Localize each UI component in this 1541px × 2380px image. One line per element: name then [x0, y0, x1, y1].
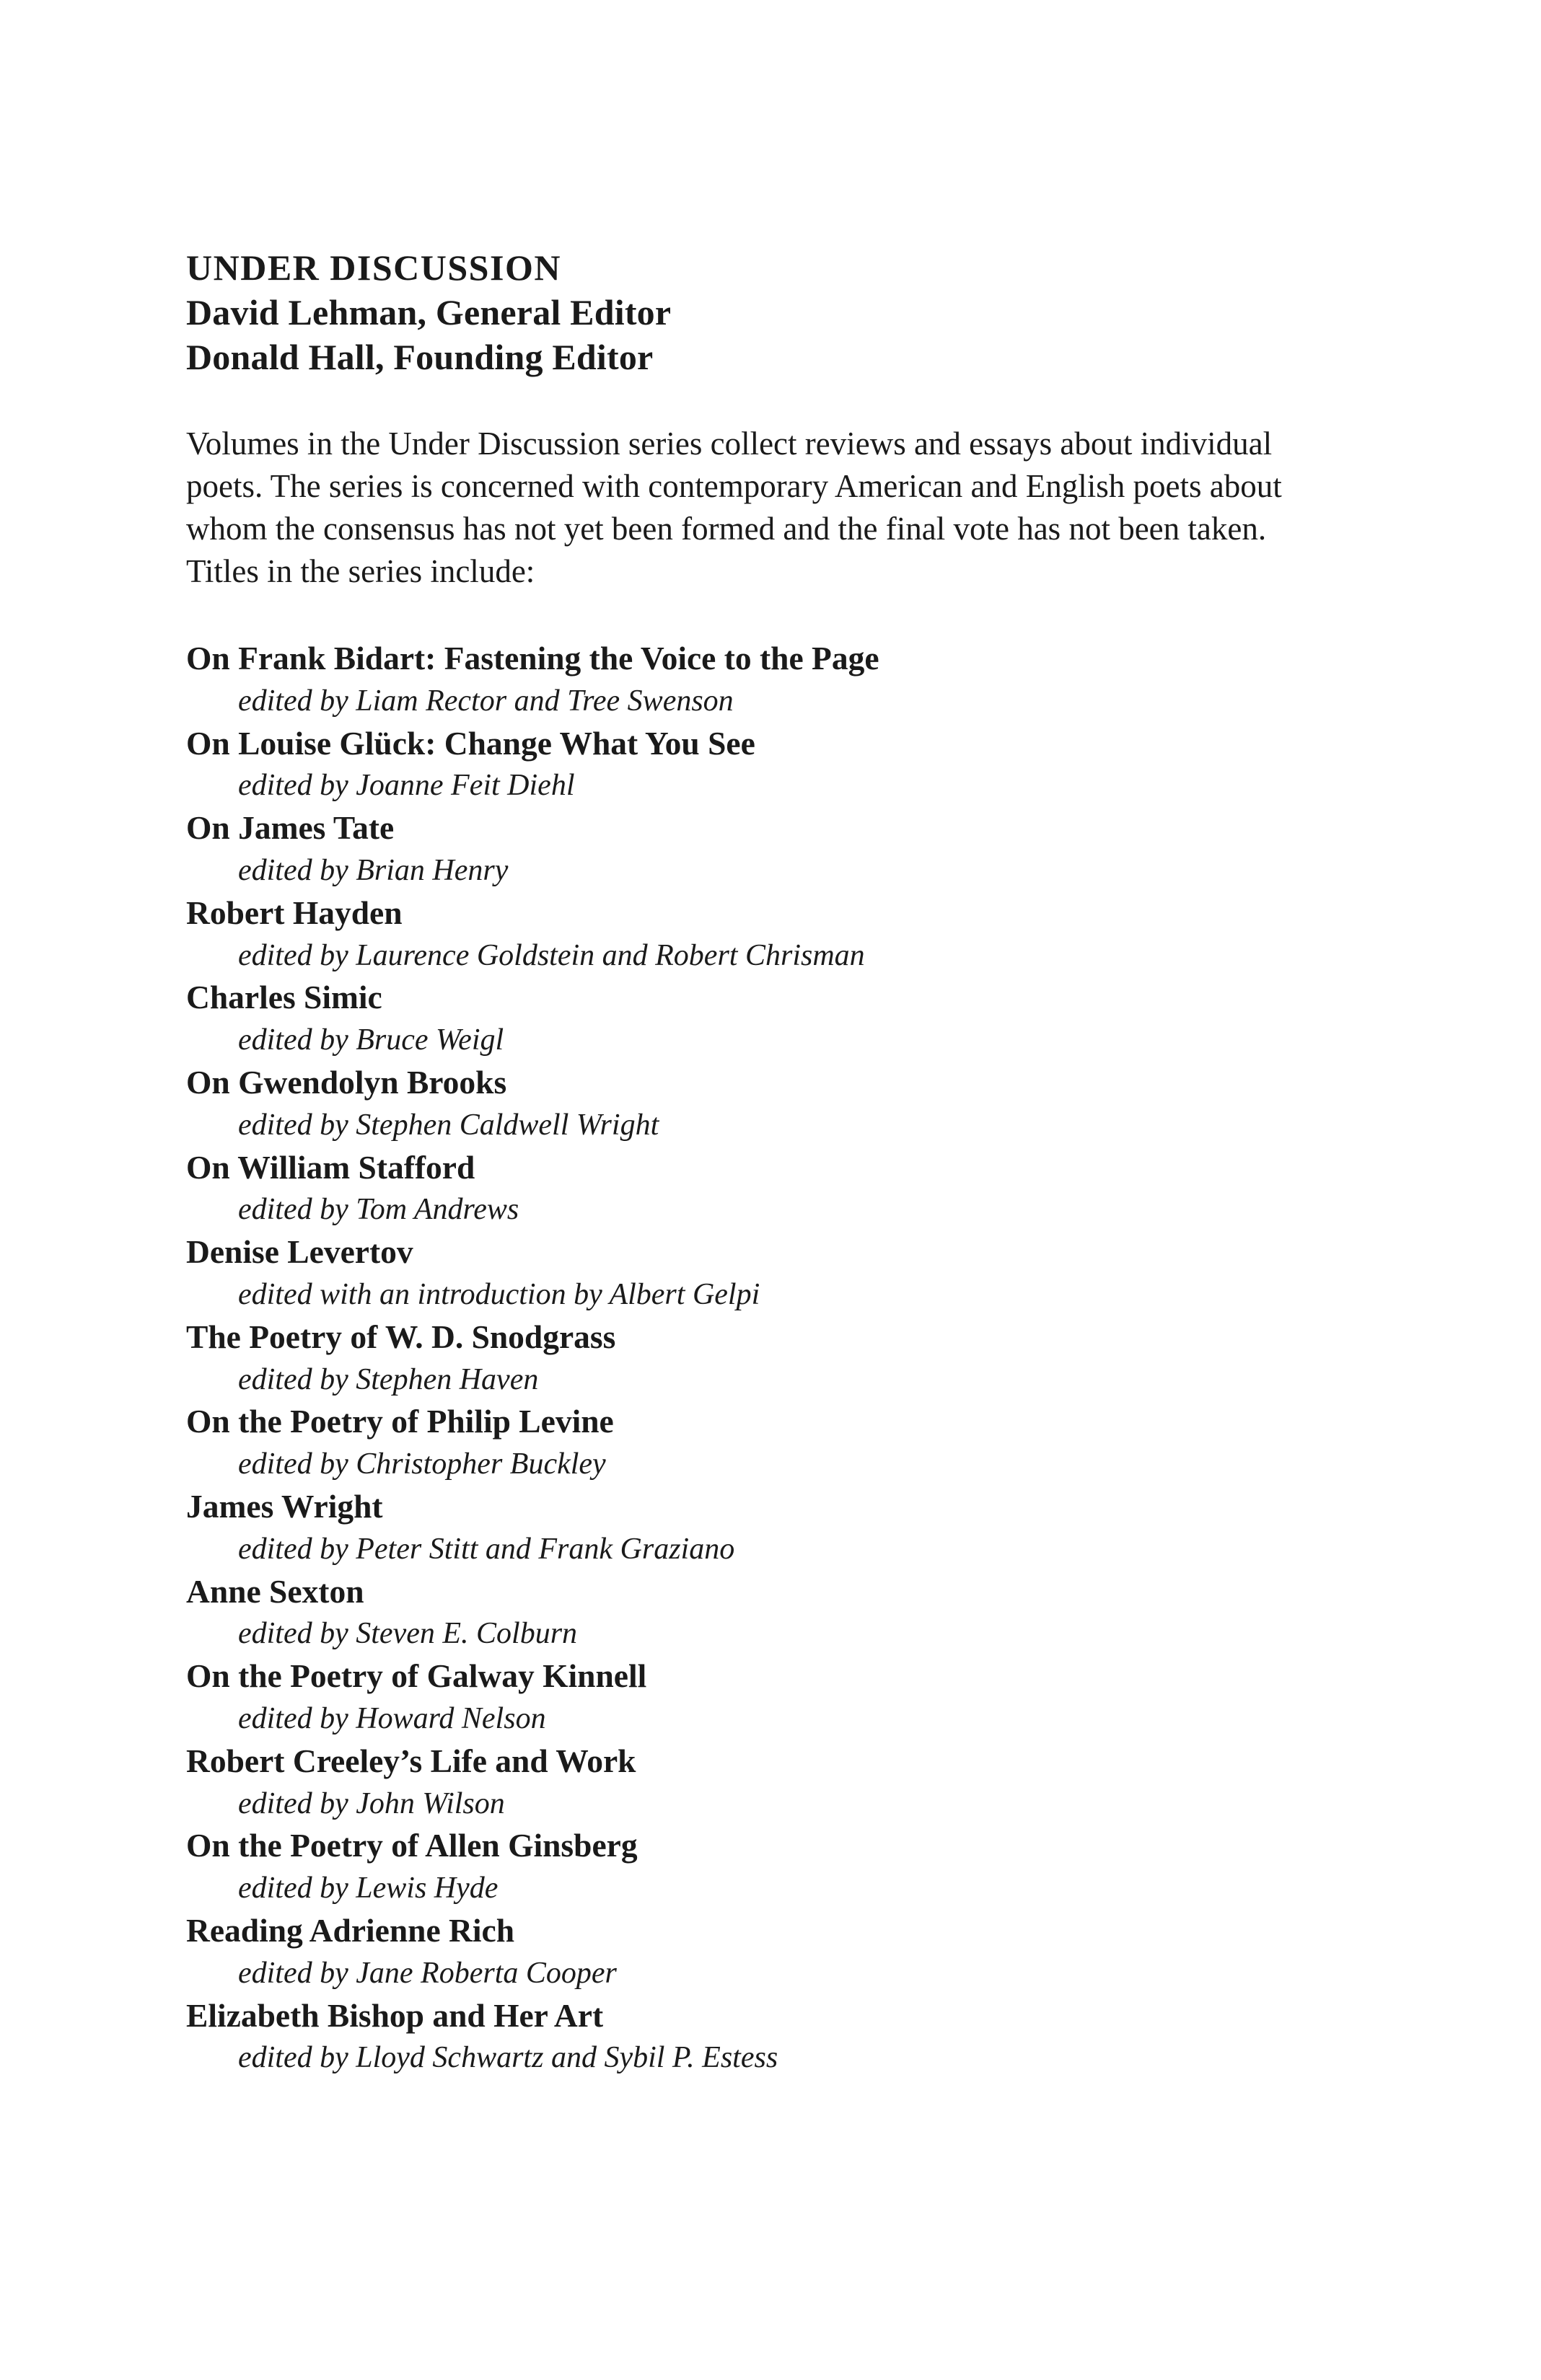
book-editor: edited by Lewis Hyde: [238, 1872, 499, 1905]
founding-editor: Donald Hall, Founding Editor: [186, 337, 654, 377]
series-description: Volumes in the Under Discussion series collect reviews and essays about individual poets. The series is concerned with contemporary American and English poets about whom the consensus has not yet been formed and the final vote has not been taken. Titles in the series include:: [186, 426, 1282, 589]
book-title: On the Poetry of Philip Levine: [186, 1403, 614, 1440]
book-editor: edited with an introduction by Albert Gelpi: [238, 1277, 760, 1311]
book-title: Reading Adrienne Rich: [186, 1911, 515, 1949]
book-title: On Louise Glück: Change What You See: [186, 724, 755, 762]
book-editor: edited by Liam Rector and Tree Swenson: [238, 684, 734, 718]
book-title: Elizabeth Bishop and Her Art: [186, 1996, 604, 2034]
book-title: Anne Sexton: [186, 1572, 364, 1610]
book-editor: edited by Brian Henry: [238, 853, 509, 887]
general-editor: David Lehman, General Editor: [186, 292, 672, 332]
book-editor: edited by John Wilson: [238, 1786, 505, 1820]
book-editor: edited by Stephen Caldwell Wright: [238, 1108, 659, 1142]
book-entry: [186, 1740, 1369, 1825]
book-entry: [186, 1486, 1369, 1571]
book-entry: [186, 1910, 1369, 1995]
book-title: On Gwendolyn Brooks: [186, 1063, 507, 1101]
book-editor: edited by Stephen Haven: [238, 1362, 539, 1396]
book-title: Charles Simic: [186, 979, 382, 1016]
book-title: On William Stafford: [186, 1148, 475, 1186]
book-editor: edited by Laurence Goldstein and Robert Chrisman: [238, 938, 865, 972]
book-editor: edited by Lloyd Schwartz and Sybil P. Estess: [238, 2041, 778, 2075]
book-entry: [186, 1231, 1369, 1316]
book-entry: [186, 977, 1369, 1062]
book-title: On the Poetry of Galway Kinnell: [186, 1657, 647, 1695]
book-entry: [186, 1571, 1369, 1656]
book-editor: edited by Joanne Feit Diehl: [238, 769, 575, 803]
book-title: Robert Hayden: [186, 894, 403, 931]
book-title: James Wright: [186, 1487, 383, 1525]
book-editor: edited by Steven E. Colburn: [238, 1617, 578, 1651]
book-entry: [186, 1316, 1369, 1401]
series-header: [186, 245, 1369, 379]
book-editor: edited by Bruce Weigl: [238, 1023, 504, 1057]
book-entry: [186, 1147, 1369, 1232]
book-editor: edited by Jane Roberta Cooper: [238, 1956, 617, 1990]
book-entry: [186, 807, 1369, 892]
book-title: On Frank Bidart: Fastening the Voice to the Page: [186, 640, 879, 676]
book-entry: [186, 723, 1369, 808]
book-title: The Poetry of W. D. Snodgrass: [186, 1318, 616, 1355]
book-editor: edited by Tom Andrews: [238, 1193, 519, 1227]
book-editor: edited by Christopher Buckley: [238, 1447, 606, 1481]
book-editor: edited by Peter Stitt and Frank Graziano: [238, 1532, 735, 1566]
book-entry: [186, 892, 1369, 977]
book-title: On the Poetry of Allen Ginsberg: [186, 1827, 638, 1864]
book-entry: [186, 1825, 1369, 1910]
book-title: On James Tate: [186, 809, 395, 847]
book-editor: edited by Howard Nelson: [238, 1701, 546, 1735]
series-page: [186, 245, 1369, 2079]
book-entry: [186, 1995, 1369, 2080]
book-entry: [186, 1062, 1369, 1147]
series-title: UNDER DISCUSSION: [186, 247, 561, 288]
book-title: Denise Levertov: [186, 1233, 413, 1271]
book-entry: [186, 1655, 1369, 1740]
book-entry: [186, 638, 1369, 723]
book-list: [186, 638, 1369, 2079]
book-entry: [186, 1401, 1369, 1486]
book-title: Robert Creeley’s Life and Work: [186, 1742, 636, 1779]
